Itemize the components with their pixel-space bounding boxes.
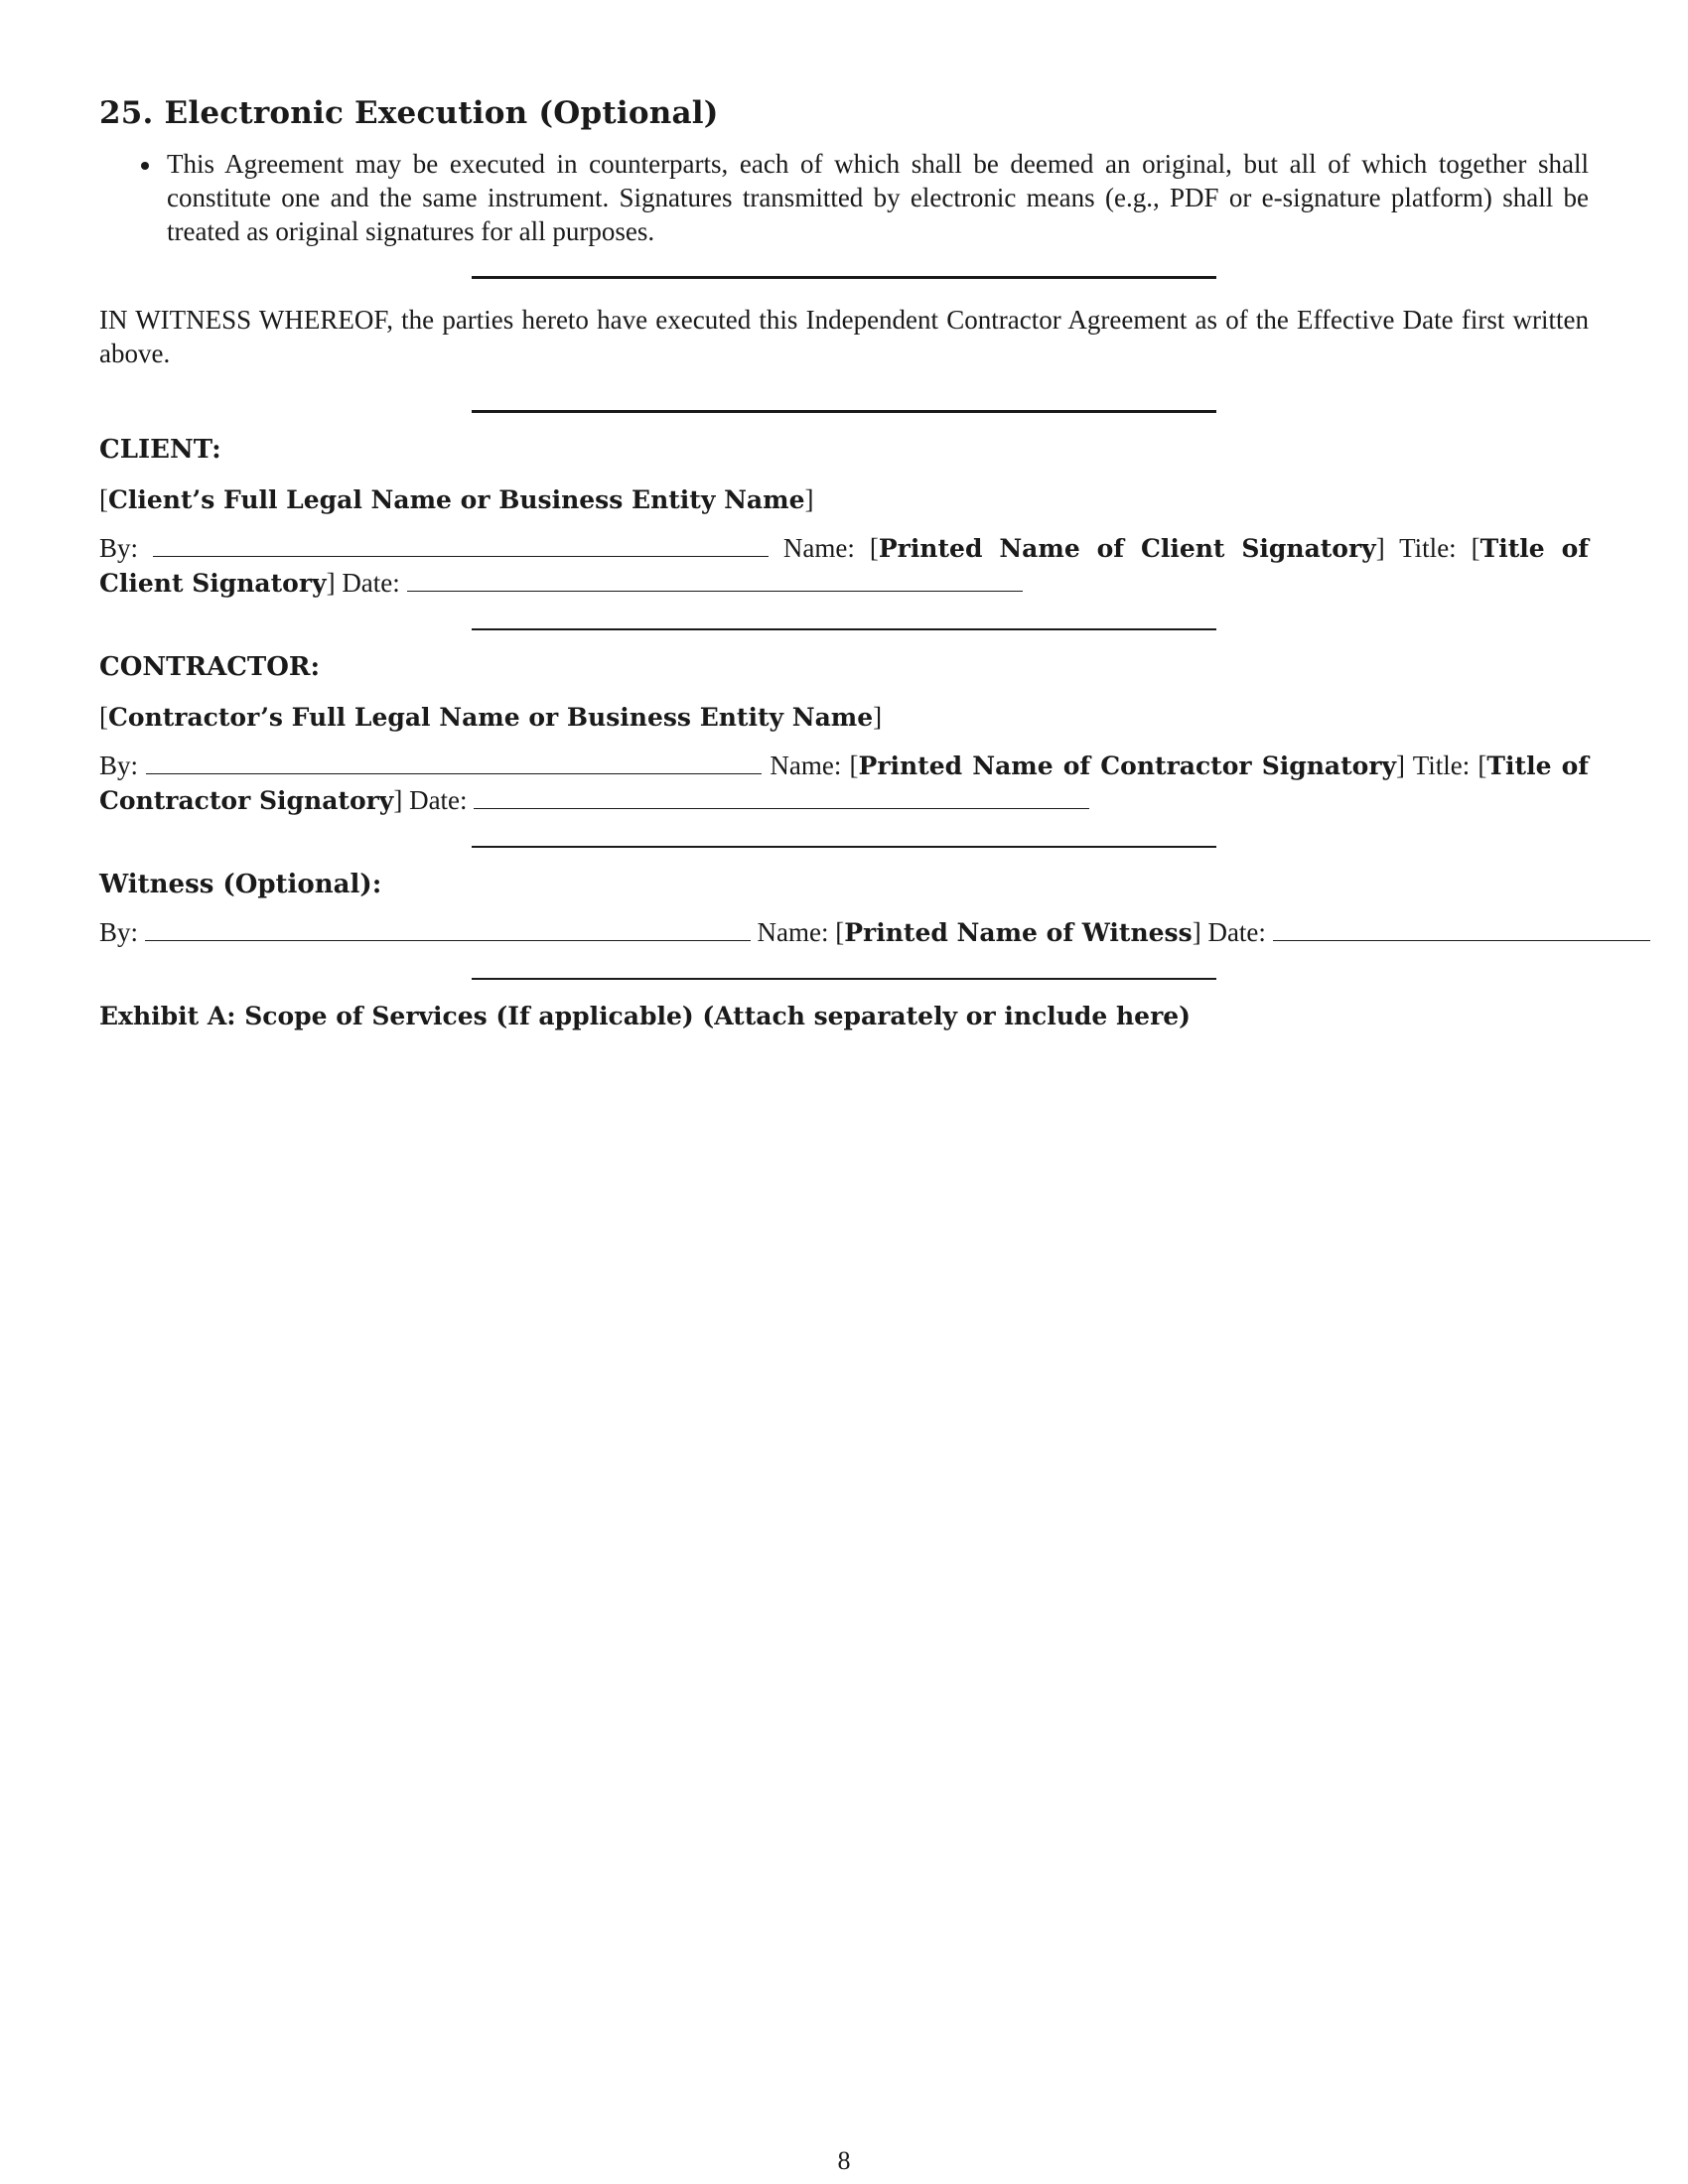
divider-rule [472,276,1216,279]
divider-rule [472,846,1216,848]
divider-rule [472,978,1216,980]
bullet-text: This Agreement may be executed in counterparts, each of which shall be deemed an original, but all of which together shall constitute one and the same instrument. Signatures transmitted by electronic means (e.g., PDF or e-signature platform) shall be treated as original signatures for all purposes. [167,148,1589,246]
section-heading: 25. Electronic Execution (Optional) [99,95,719,131]
bullet-dot-icon [141,162,149,170]
witness-label: Witness (Optional): [99,869,382,899]
contractor-entity-name: [Contractor’s Full Legal Name or Business Entity Name] [99,701,883,732]
contractor-signature-block: By: Name: [Printed Name of Contractor Signatory] Title: [Title of Contractor Signatory] Date: [99,750,1590,815]
by-label: By: [99,916,139,947]
witness-signature-block: By: Name: [Printed Name of Witness] Date: [99,915,1589,950]
client-date-line[interactable] [407,569,1023,592]
by-label: By: [99,750,139,780]
client-entity-name: [Client’s Full Legal Name or Business Entity Name] [99,483,814,514]
witness-date-line[interactable] [1273,918,1650,941]
exhibit-a-heading: Exhibit A: Scope of Services (If applicable) (Attach separately or include here) [99,1001,1191,1030]
bullet-item [99,147,1589,248]
by-label: By: [99,532,139,563]
client-name-value: Printed Name of Client Signatory [878,533,1376,563]
contractor-name-value: Printed Name of Contractor Signatory [858,751,1397,780]
divider-rule [472,628,1216,630]
contractor-date-line[interactable] [474,786,1089,809]
divider-rule [472,410,1216,413]
client-signature-block: By: Name: [Printed Name of Client Signatory] Title: [Title of Client Signatory] Date: [99,532,1589,598]
page-number: 8 [837,2146,851,2175]
contractor-label: CONTRACTOR: [99,651,321,682]
client-signature-line[interactable] [153,534,769,557]
witness-signature-line[interactable] [145,918,751,941]
client-title-value: Title of Client Signatory [99,533,1589,598]
witness-whereof-paragraph: IN WITNESS WHEREOF, the parties hereto have executed this Independent Contractor Agreement as of the Effective Date first written above. [99,304,1589,368]
contractor-signature-line[interactable] [146,751,762,774]
bullet-list [99,147,1589,248]
contractor-title-value: Title of Contractor Signatory [99,751,1590,815]
witness-name-value: Printed Name of Witness [844,917,1193,947]
client-label: CLIENT: [99,434,221,465]
document-page [99,94,1589,1033]
